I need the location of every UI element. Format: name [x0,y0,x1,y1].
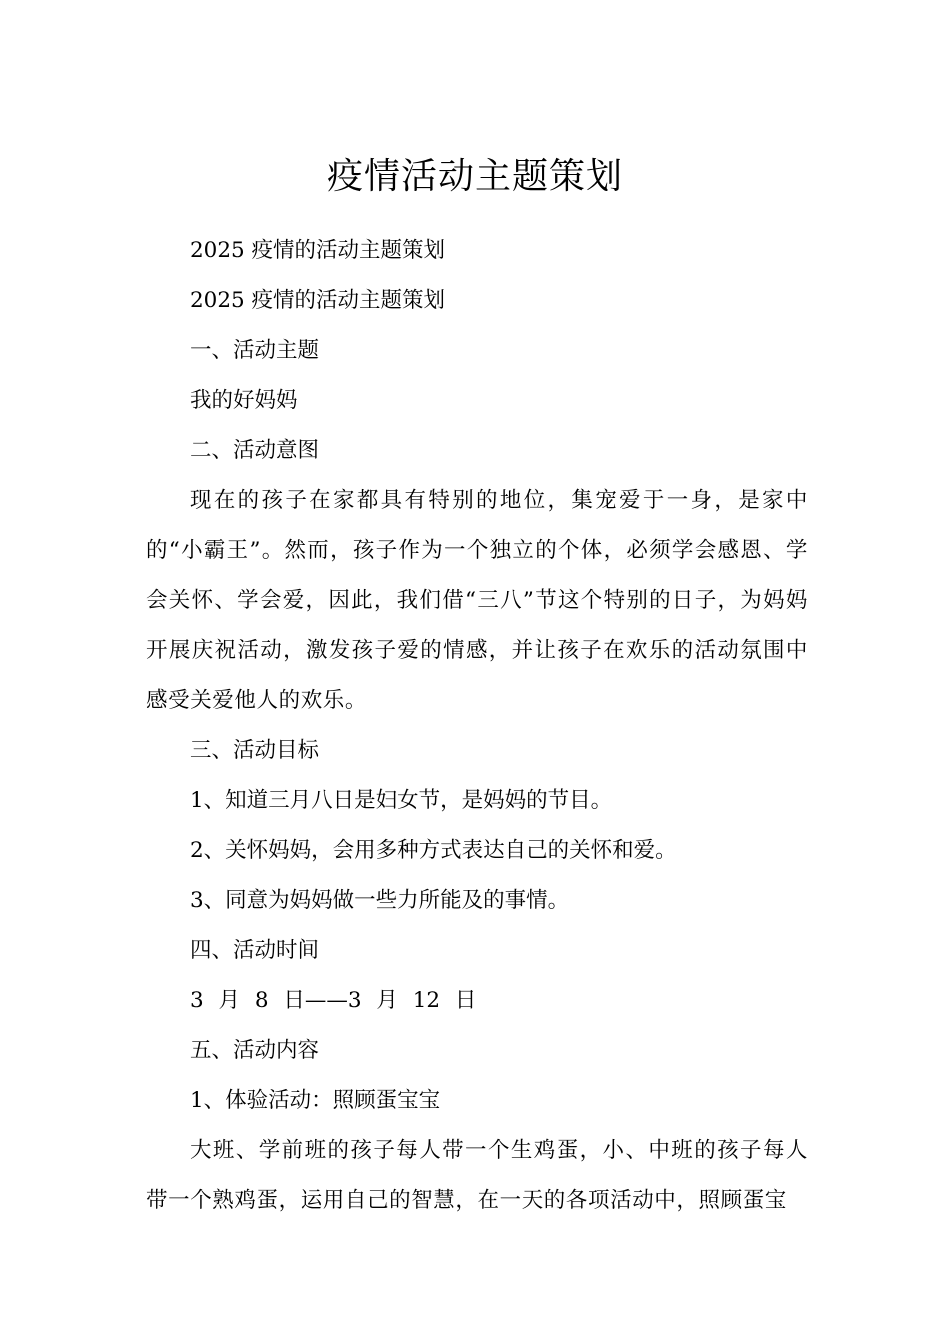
section-heading-content: 五、活动内容 [190,1038,320,1063]
section-heading-intent: 二、活动意图 [190,438,320,463]
subtitle-line-2: 2025 疫情的活动主题策划 [190,288,446,313]
section-heading-goals: 三、活动目标 [190,738,320,763]
theme-value: 我的好妈妈 [190,388,298,413]
section-heading-time: 四、活动时间 [190,938,320,963]
intent-paragraph: 现在的孩子在家都具有特别的地位，集宠爱于一身，是家中的“小霸王”。然而，孩子作为一个独立的个体，必须学会感恩、学会关怀、学会爱，因此，我们借“三八”节这个特别的日子，为妈妈开展庆祝活动，激发孩子爱的情感，并让孩子在欢乐的活动氛围中感受关爱他人的欢乐。 [146,488,808,713]
goal-item-1: 1、知道三月八日是妇女节，是妈妈的节目。 [190,788,613,813]
subtitle-line-1: 2025 疫情的活动主题策划 [190,238,446,263]
section-heading-theme: 一、活动主题 [190,338,320,363]
content-item-1: 1、体验活动：照顾蛋宝宝 [190,1088,441,1113]
goal-item-2: 2、关怀妈妈，会用多种方式表达自己的关怀和爱。 [190,838,677,863]
time-value: 3 月 8 日——3 月 12 日 [190,988,477,1013]
goal-item-3: 3、同意为妈妈做一些力所能及的事情。 [190,888,570,913]
document-title: 疫情活动主题策划 [326,156,623,198]
document-body [146,226,808,1226]
content-paragraph: 大班、学前班的孩子每人带一个生鸡蛋，小、中班的孩子每人带一个熟鸡蛋，运用自己的智慧，在一天的各项活动中，照顾蛋宝 [146,1138,808,1213]
